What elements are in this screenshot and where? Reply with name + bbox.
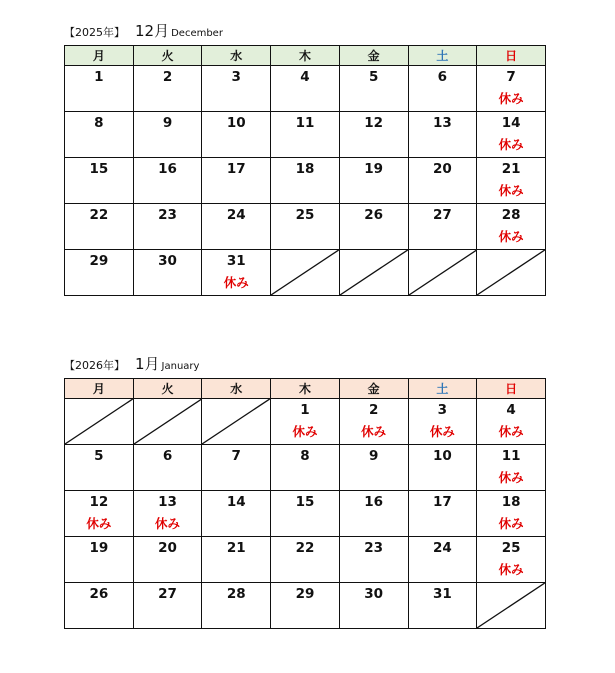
- day-cell: [202, 204, 271, 250]
- day-number: 12: [364, 115, 384, 131]
- day-number: 9: [162, 115, 173, 131]
- day-cell: [202, 250, 271, 296]
- day-number: 21: [226, 540, 246, 556]
- day-cell: [477, 112, 546, 158]
- week-row: [65, 204, 546, 250]
- diagonal-slash: [477, 250, 545, 295]
- holiday-label: 休み: [498, 91, 524, 106]
- holiday-label: 休み: [429, 424, 455, 439]
- day-cell: [65, 583, 134, 629]
- day-number: 13: [158, 494, 177, 510]
- day-cell: [271, 491, 340, 537]
- day-cell: [477, 491, 546, 537]
- holiday-label: 休み: [498, 470, 524, 485]
- day-number: 26: [364, 207, 384, 223]
- week-row: [65, 66, 546, 112]
- day-number: 11: [295, 115, 315, 131]
- day-cell: [339, 66, 408, 112]
- diagonal-slash: [134, 399, 202, 444]
- day-number: 9: [368, 448, 379, 464]
- day-cell: [133, 491, 202, 537]
- day-number: 24: [226, 207, 246, 223]
- day-number: 17: [432, 494, 452, 510]
- day-number: 7: [231, 448, 241, 464]
- day-cell: [408, 537, 477, 583]
- holiday-label: 休み: [498, 562, 524, 577]
- week-row: [65, 250, 546, 296]
- weekday-wed: 水: [202, 46, 271, 66]
- day-cell: [339, 445, 408, 491]
- weekday-sat: 土: [408, 46, 477, 66]
- weekday-header-row: [65, 46, 546, 66]
- day-cell: [133, 112, 202, 158]
- month-heading: [64, 20, 546, 42]
- day-cell: [202, 537, 271, 583]
- diagonal-slash: [477, 583, 545, 628]
- day-number: 30: [158, 253, 177, 269]
- day-number: 10: [226, 115, 246, 131]
- day-number: 4: [506, 402, 516, 418]
- day-cell: [133, 204, 202, 250]
- weekday-mon: 月: [65, 46, 134, 66]
- day-number: 20: [158, 540, 177, 556]
- week-row: [65, 158, 546, 204]
- day-number: 23: [158, 207, 177, 223]
- weekday-fri: 金: [339, 379, 408, 399]
- month-number: 1月: [135, 355, 160, 373]
- holiday-label: 休み: [223, 275, 249, 290]
- diagonal-slash: [340, 250, 408, 295]
- day-cell: [271, 445, 340, 491]
- day-cell: [65, 112, 134, 158]
- day-cell: [65, 66, 134, 112]
- day-cell: [477, 158, 546, 204]
- day-number: 3: [437, 402, 448, 418]
- day-number: 12: [89, 494, 109, 510]
- day-number: 24: [432, 540, 452, 556]
- day-number: 15: [89, 161, 109, 177]
- day-cell: [408, 445, 477, 491]
- day-cell: [271, 204, 340, 250]
- diagonal-slash: [202, 399, 270, 444]
- day-cell: [408, 583, 477, 629]
- day-number: 2: [162, 69, 173, 85]
- day-number: 16: [158, 161, 177, 177]
- empty-day-cell: [271, 250, 340, 296]
- day-cell: [133, 250, 202, 296]
- weekday-header-row: [65, 379, 546, 399]
- day-number: 8: [300, 448, 310, 464]
- holiday-label: 休み: [498, 516, 524, 531]
- day-number: 31: [226, 253, 246, 269]
- day-cell: [408, 491, 477, 537]
- week-row: [65, 445, 546, 491]
- day-number: 17: [226, 161, 246, 177]
- weekday-sun: 日: [477, 46, 546, 66]
- diagonal-slash: [409, 250, 477, 295]
- day-cell: [202, 583, 271, 629]
- weekday-wed: 水: [202, 379, 271, 399]
- empty-day-cell: [339, 250, 408, 296]
- empty-day-cell: [202, 399, 271, 445]
- day-cell: [133, 445, 202, 491]
- day-number: 14: [226, 494, 246, 510]
- day-number: 25: [501, 540, 521, 556]
- month-english-name: December: [171, 28, 223, 39]
- day-number: 19: [89, 540, 109, 556]
- day-cell: [408, 112, 477, 158]
- day-cell: [202, 445, 271, 491]
- day-number: 22: [295, 540, 315, 556]
- holiday-label: 休み: [292, 424, 318, 439]
- day-cell: [202, 158, 271, 204]
- day-cell: [477, 399, 546, 445]
- day-cell: [339, 112, 408, 158]
- day-number: 18: [501, 494, 521, 510]
- day-cell: [339, 204, 408, 250]
- day-cell: [133, 158, 202, 204]
- day-cell: [339, 583, 408, 629]
- day-number: 18: [295, 161, 315, 177]
- weekday-mon: 月: [65, 379, 134, 399]
- day-cell: [65, 204, 134, 250]
- day-number: 29: [295, 586, 315, 602]
- day-number: 28: [501, 207, 521, 223]
- day-cell: [271, 399, 340, 445]
- day-cell: [339, 491, 408, 537]
- day-number: 21: [501, 161, 521, 177]
- day-number: 28: [226, 586, 246, 602]
- year-tag: 【2026年】: [64, 359, 125, 372]
- day-number: 20: [432, 161, 452, 177]
- day-number: 6: [437, 69, 448, 85]
- holiday-label: 休み: [361, 424, 387, 439]
- day-number: 29: [89, 253, 109, 269]
- day-cell: [477, 445, 546, 491]
- holiday-label: 休み: [86, 516, 112, 531]
- weekday-thu: 木: [271, 46, 340, 66]
- diagonal-slash: [65, 399, 133, 444]
- calendar-grid: [64, 378, 546, 629]
- empty-day-cell: [65, 399, 134, 445]
- day-number: 27: [432, 207, 452, 223]
- empty-day-cell: [477, 583, 546, 629]
- day-number: 4: [300, 69, 310, 85]
- day-number: 3: [231, 69, 241, 85]
- week-row: [65, 112, 546, 158]
- weekday-sat: 土: [408, 379, 477, 399]
- day-cell: [408, 204, 477, 250]
- day-cell: [271, 583, 340, 629]
- holiday-label: 休み: [498, 424, 524, 439]
- day-cell: [271, 158, 340, 204]
- weekday-tue: 火: [133, 379, 202, 399]
- day-number: 10: [432, 448, 452, 464]
- month-heading: [64, 353, 546, 375]
- day-number: 16: [364, 494, 384, 510]
- day-number: 8: [94, 115, 104, 131]
- day-number: 30: [364, 586, 384, 602]
- weekday-thu: 木: [271, 379, 340, 399]
- day-cell: [133, 583, 202, 629]
- day-number: 1: [300, 402, 310, 418]
- day-cell: [65, 537, 134, 583]
- month-english-name: January: [161, 361, 200, 372]
- holiday-label: 休み: [498, 137, 524, 152]
- day-number: 22: [89, 207, 109, 223]
- day-cell: [202, 112, 271, 158]
- day-cell: [133, 537, 202, 583]
- weekday-tue: 火: [133, 46, 202, 66]
- day-cell: [65, 491, 134, 537]
- day-cell: [271, 66, 340, 112]
- day-cell: [133, 66, 202, 112]
- weekday-sun: 日: [477, 379, 546, 399]
- day-cell: [477, 537, 546, 583]
- day-cell: [65, 158, 134, 204]
- week-row: [65, 583, 546, 629]
- day-number: 25: [295, 207, 315, 223]
- year-tag: 【2025年】: [64, 26, 125, 39]
- day-cell: [339, 537, 408, 583]
- empty-day-cell: [408, 250, 477, 296]
- day-number: 26: [89, 586, 109, 602]
- day-number: 19: [364, 161, 384, 177]
- january-2026-calendar: [64, 353, 546, 629]
- day-cell: [408, 66, 477, 112]
- day-cell: [339, 399, 408, 445]
- month-number: 12月: [135, 22, 170, 40]
- day-number: 7: [506, 69, 516, 85]
- week-row: [65, 537, 546, 583]
- day-number: 5: [368, 69, 379, 85]
- day-cell: [65, 445, 134, 491]
- december-2025-calendar: [64, 20, 546, 296]
- day-cell: [477, 66, 546, 112]
- empty-day-cell: [477, 250, 546, 296]
- day-number: 15: [295, 494, 315, 510]
- day-number: 14: [501, 115, 521, 131]
- day-number: 6: [162, 448, 173, 464]
- day-cell: [408, 399, 477, 445]
- day-cell: [202, 66, 271, 112]
- day-number: 23: [364, 540, 384, 556]
- day-cell: [271, 537, 340, 583]
- day-number: 5: [94, 448, 104, 464]
- day-number: 2: [368, 402, 379, 418]
- day-cell: [339, 158, 408, 204]
- day-number: 11: [501, 448, 521, 464]
- day-number: 1: [94, 69, 104, 85]
- week-row: [65, 399, 546, 445]
- empty-day-cell: [133, 399, 202, 445]
- day-cell: [65, 250, 134, 296]
- weekday-fri: 金: [339, 46, 408, 66]
- day-cell: [408, 158, 477, 204]
- day-cell: [477, 204, 546, 250]
- diagonal-slash: [271, 250, 339, 295]
- holiday-label: 休み: [498, 229, 524, 244]
- holiday-label: 休み: [498, 183, 524, 198]
- calendar-grid: [64, 45, 546, 296]
- week-row: [65, 491, 546, 537]
- day-number: 31: [432, 586, 452, 602]
- day-number: 13: [432, 115, 452, 131]
- holiday-label: 休み: [155, 516, 181, 531]
- day-cell: [271, 112, 340, 158]
- day-number: 27: [158, 586, 177, 602]
- day-cell: [202, 491, 271, 537]
